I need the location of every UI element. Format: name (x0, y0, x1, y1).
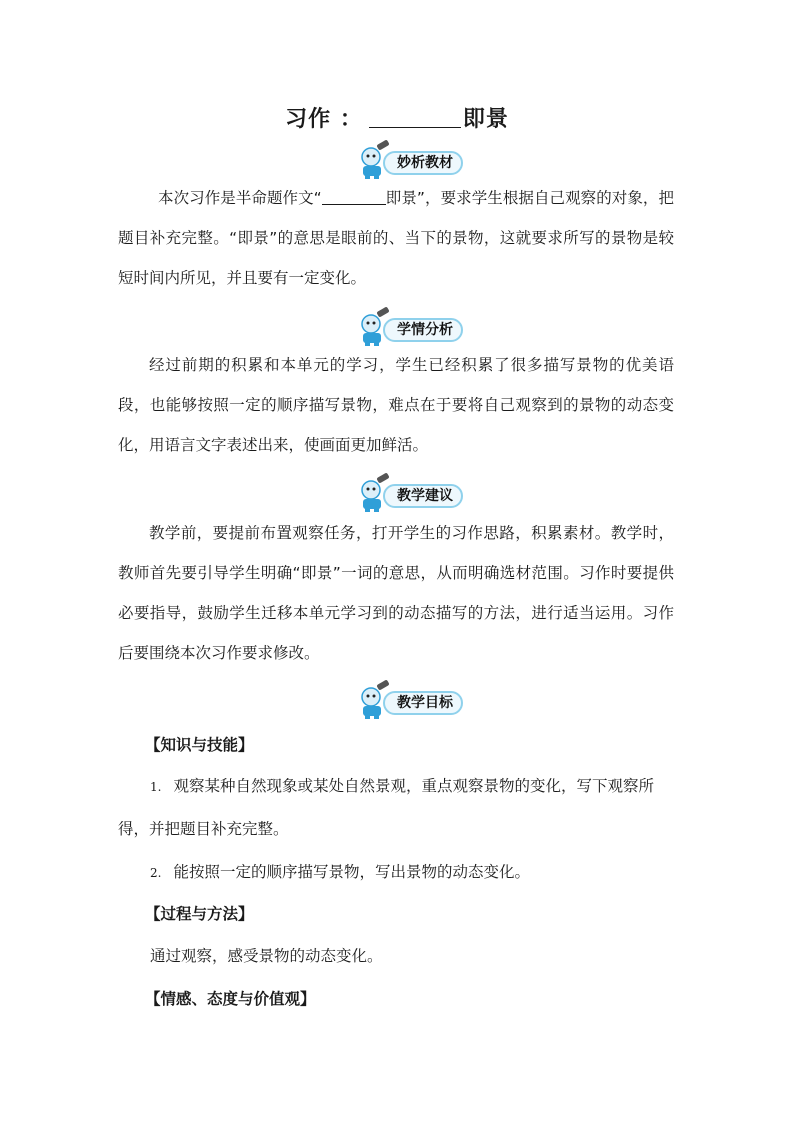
section-badge-situation (355, 307, 465, 347)
section-badge-analysis (355, 140, 465, 180)
quote-blank (322, 188, 386, 205)
title-suffix: 即景 (462, 107, 509, 132)
suggestion-paragraph: 教学前，要提前布置观察任务，打开学生的习作思路，积累素材。教学时，教师首先要引导学生明确“即景”一词的意思，从而明确选材范围。习作时要提供必要指导，鼓励学生迁移本单元学习到的动态描写的方法，进行适当运用。习作后要围绕本次习作要求修改。 (118, 524, 674, 662)
analysis-paragraph (118, 178, 674, 298)
process-text: 通过观察，感受景物的动态变化。 (150, 947, 383, 965)
badge-label: 教学建议 (397, 488, 453, 504)
analysis-text-after: 即景”，要求学生根据自己观察的对象，把题目补充完整。“即景”的意思是眼前的、当下的景物，这就要求所写的景物是较短时间内所见，并且要有一定变化。 (118, 189, 674, 287)
section-badge-suggestion (355, 473, 465, 513)
goal-item-2-text: 能按照一定的顺序描写景物，写出景物的动态变化。 (173, 863, 530, 881)
emotion-heading: 【情感、态度与价值观】 (145, 990, 316, 1008)
process-heading: 【过程与方法】 (145, 905, 254, 923)
goal-item-2-number: 2. (150, 866, 162, 880)
goal-item-1-line-1 (150, 766, 654, 807)
section-badge-goals (355, 680, 465, 720)
goal-item-1-line-2: 得，并把题目补充完整。 (118, 820, 289, 838)
goal-item-1-text: 观察某种自然现象或某处自然景观，重点观察景物的变化，写下观察所 (173, 777, 654, 795)
badge-label: 教学目标 (397, 695, 453, 711)
badge-label: 学情分析 (397, 322, 453, 338)
page-title (0, 102, 794, 133)
situation-paragraph: 经过前期的积累和本单元的学习，学生已经积累了很多描写景物的优美语段，也能够按照一定的顺序描写景物，难点在于要将自己观察到的景物的动态变化，用语言文字表述出来，使画面更加鲜活。 (118, 356, 674, 454)
title-blank (369, 107, 461, 128)
title-prefix: 习作 ： (285, 107, 363, 132)
knowledge-heading: 【知识与技能】 (145, 736, 254, 754)
badge-label: 妙析教材 (397, 155, 453, 171)
goal-item-2 (150, 852, 530, 893)
analysis-text-before: 本次习作是半命题作文“ (158, 189, 322, 207)
goal-item-1-number: 1. (150, 780, 162, 794)
